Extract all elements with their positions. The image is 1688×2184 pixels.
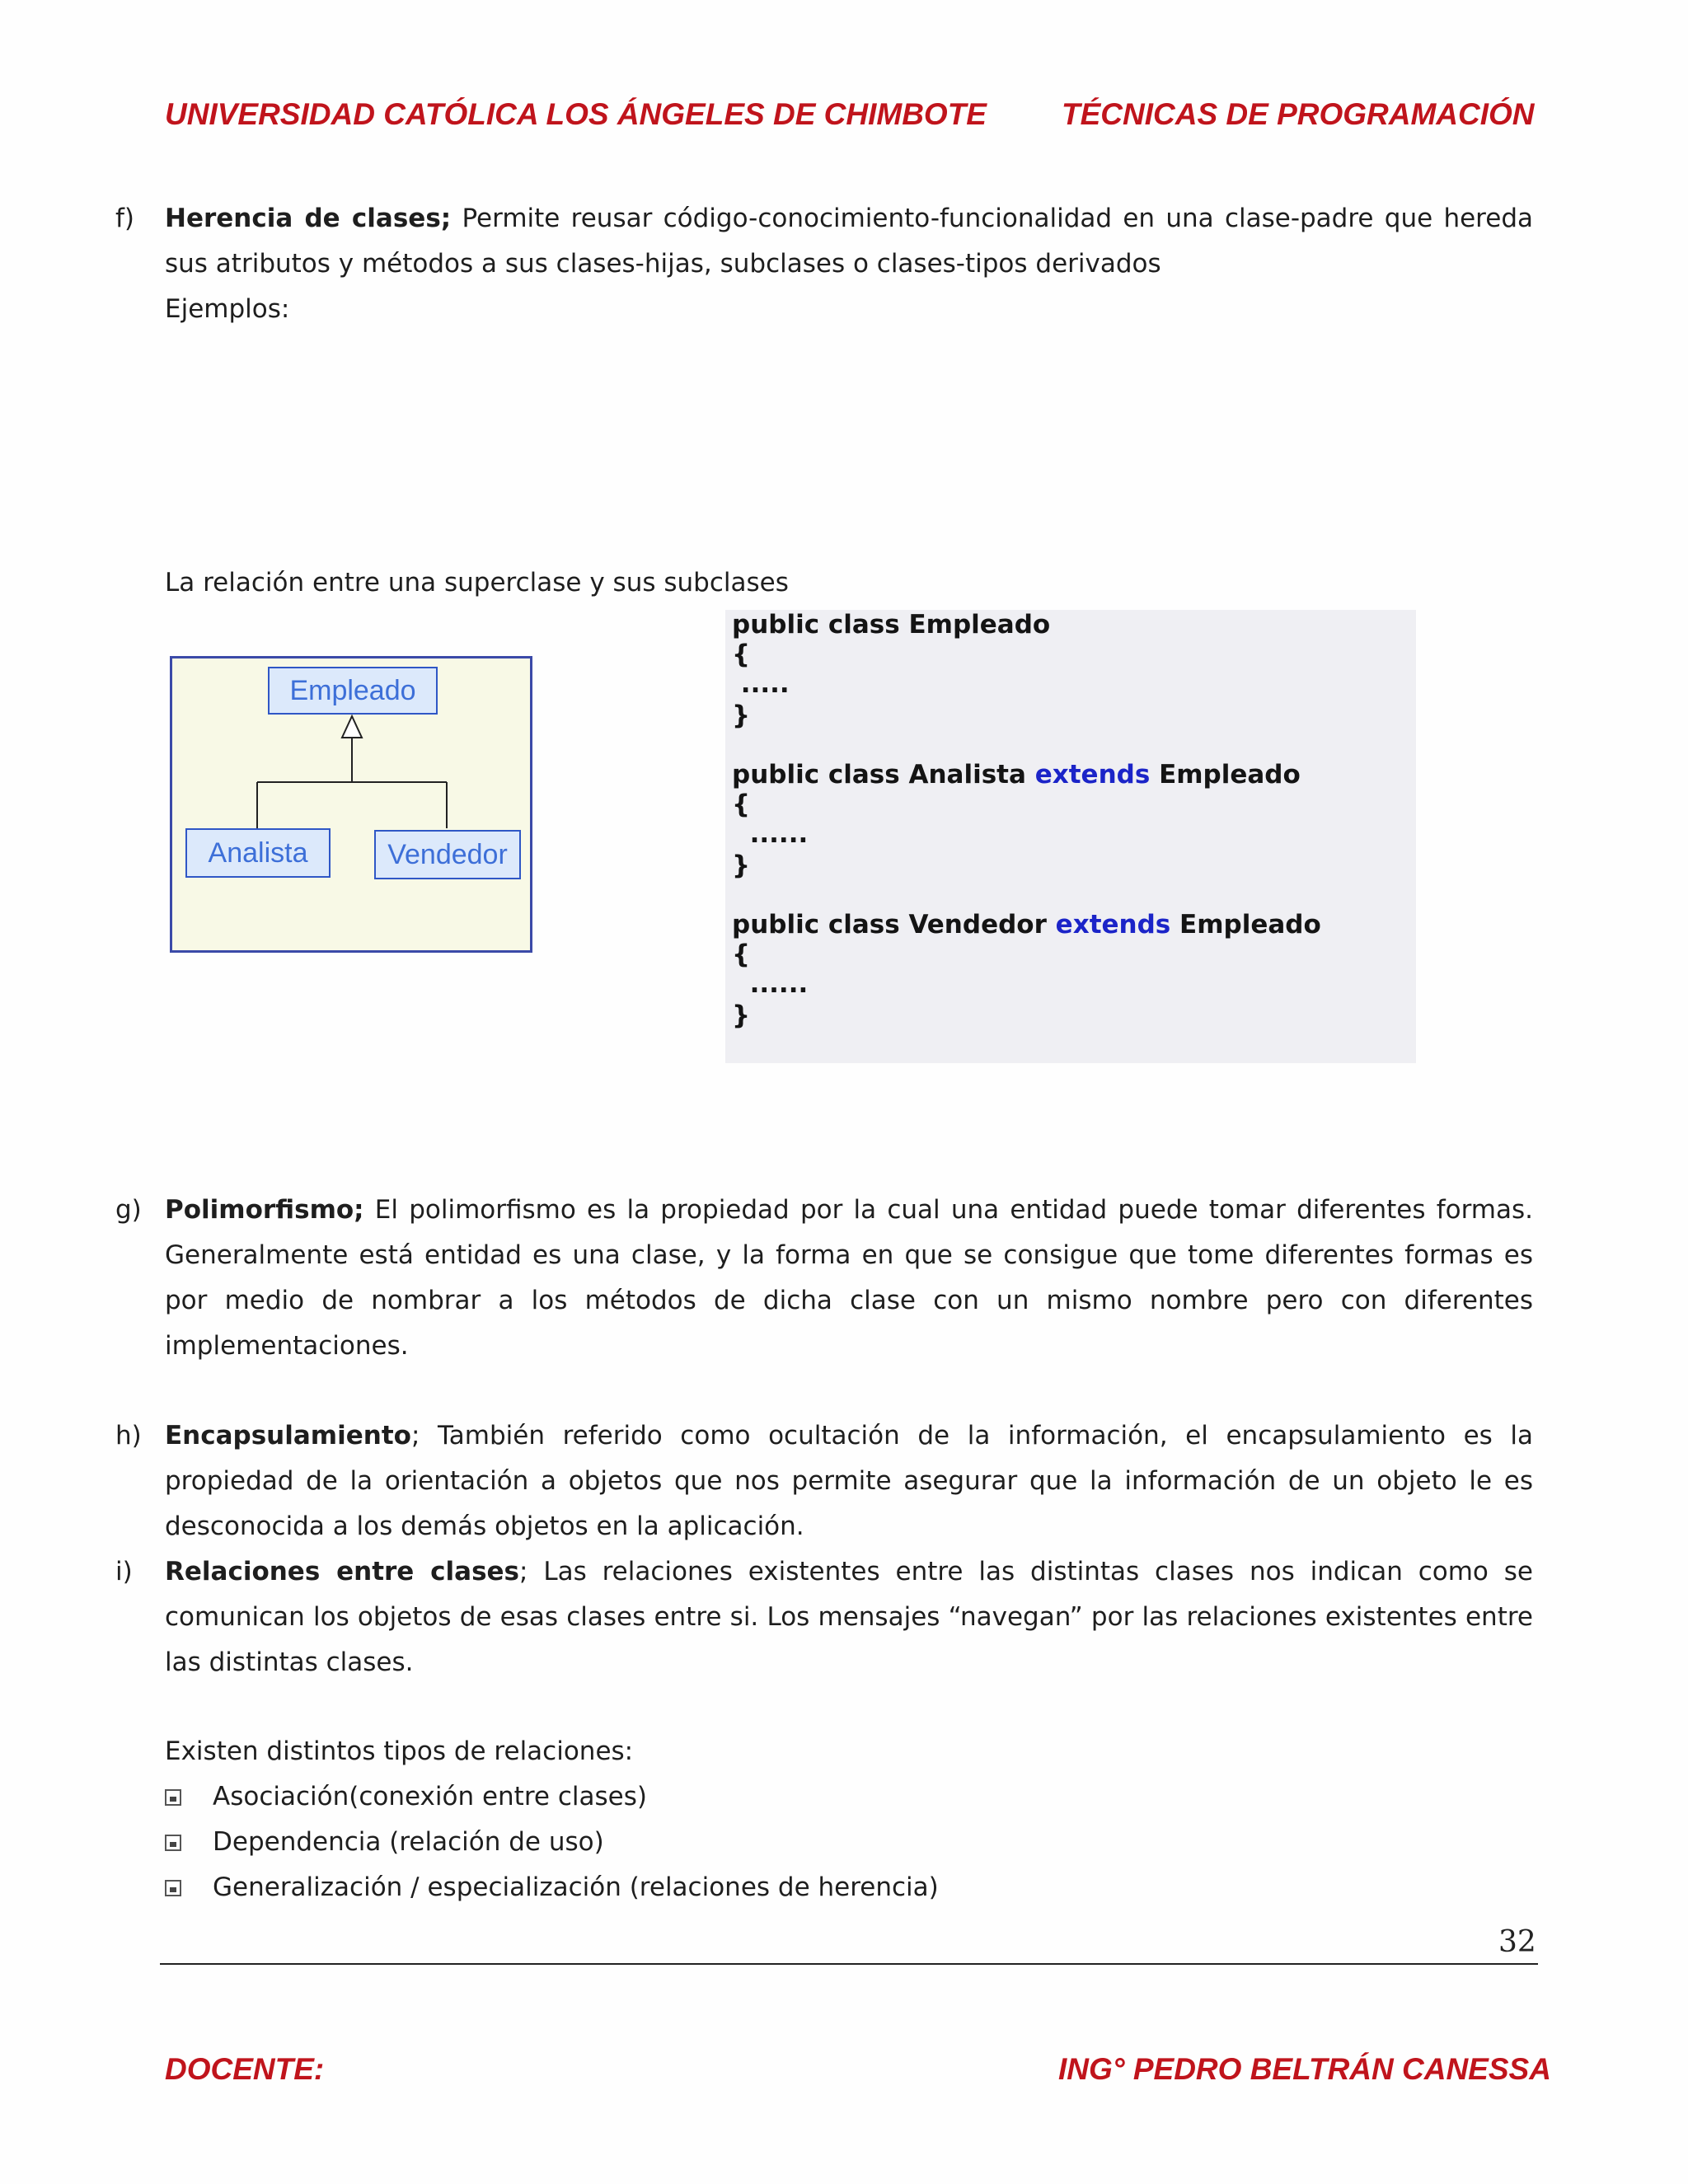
code-example xyxy=(725,610,1416,1063)
uml-inheritance-lines xyxy=(172,658,530,950)
section-h-text: ; También referido como ocultación de la información, el encapsulamiento es la propiedad de la orientación a objetos que nos permite asegurar que la información de un objeto le es desconocida a los demás objetos en la aplicación. xyxy=(165,1421,1533,1541)
header-university: UNIVERSIDAD CATÓLICA LOS ÁNGELES DE CHIMBOTE xyxy=(165,97,987,131)
code-line-vendedor: public class Vendedor extends Empleado xyxy=(732,910,1321,940)
header-course: TÉCNICAS DE PROGRAMACIÓN xyxy=(1062,97,1535,131)
section-f xyxy=(115,196,1533,332)
section-h xyxy=(115,1413,1533,1549)
code-close-brace: } xyxy=(732,1001,751,1030)
relations-intro: Existen distintos tipos de relaciones: xyxy=(165,1736,634,1766)
section-f-text: Permite reusar código-conocimiento-funcionalidad en una clase-padre que hereda sus atributos y métodos a sus clases-hijas, subclases o clases-tipos derivados xyxy=(165,204,1533,279)
footer-docente-name: ING° PEDRO BELTRÁN CANESSA xyxy=(1058,2052,1551,2086)
code-body: ...... xyxy=(732,819,809,849)
code-line-analista: public class Analista extends Empleado xyxy=(732,760,1301,790)
code-close-brace: } xyxy=(732,701,751,730)
section-i-marker: i) xyxy=(115,1557,133,1586)
code-body: ...... xyxy=(732,969,809,999)
relation-caption: La relación entre una superclase y sus subclases xyxy=(165,568,789,598)
section-i-text: ; Las relaciones existentes entre las distintas clases nos indican como se comunican los objetos de esas clases entre si. Los mensajes “navegan” por las relaciones existentes entre las distintas clases. xyxy=(165,1557,1533,1677)
disk-bullet-icon xyxy=(165,1880,181,1896)
list-item: Dependencia (relación de uso) xyxy=(114,1820,939,1865)
disk-bullet-icon xyxy=(165,1835,181,1851)
code-open-brace: { xyxy=(732,940,751,969)
code-line-empleado: public class Empleado xyxy=(732,610,1051,640)
section-f-marker: f) xyxy=(115,204,135,233)
list-item: Asociación(conexión entre clases) xyxy=(114,1774,939,1820)
code-close-brace: } xyxy=(732,851,751,880)
page-number: 32 xyxy=(1498,1925,1536,1959)
uml-class-empleado: Empleado xyxy=(268,667,438,715)
uml-class-analista: Analista xyxy=(185,828,331,878)
footer-divider xyxy=(160,1963,1538,1965)
section-g-marker: g) xyxy=(115,1195,142,1225)
code-open-brace: { xyxy=(732,790,751,819)
code-body: ..... xyxy=(732,669,790,699)
generalization-arrow-icon xyxy=(342,716,362,738)
section-g xyxy=(115,1188,1533,1369)
code-open-brace: { xyxy=(732,640,751,669)
section-i-term: Relaciones entre clases xyxy=(165,1557,519,1586)
section-g-text: El polimorfismo es la propiedad por la cual una entidad puede tomar diferentes formas. Generalmente está entidad es una clase, y la forma en que se consigue que tome diferentes formas es por medio de nombrar a los métodos de dicha clase con un mismo nombre pero con diferentes implementaciones. xyxy=(165,1195,1533,1361)
uml-inheritance-diagram xyxy=(170,656,532,953)
list-item: Generalización / especialización (relaciones de herencia) xyxy=(114,1865,939,1910)
section-i xyxy=(115,1549,1533,1685)
section-h-marker: h) xyxy=(115,1421,142,1451)
relations-list xyxy=(165,1774,939,1910)
examples-label: Ejemplos: xyxy=(165,294,290,324)
section-f-term: Herencia de clases; xyxy=(165,204,452,233)
section-g-term: Polimorfismo; xyxy=(165,1195,364,1225)
disk-bullet-icon xyxy=(165,1789,181,1806)
section-h-term: Encapsulamiento xyxy=(165,1421,411,1451)
uml-class-vendedor: Vendedor xyxy=(374,830,521,879)
footer-docente-label: DOCENTE: xyxy=(165,2052,325,2086)
